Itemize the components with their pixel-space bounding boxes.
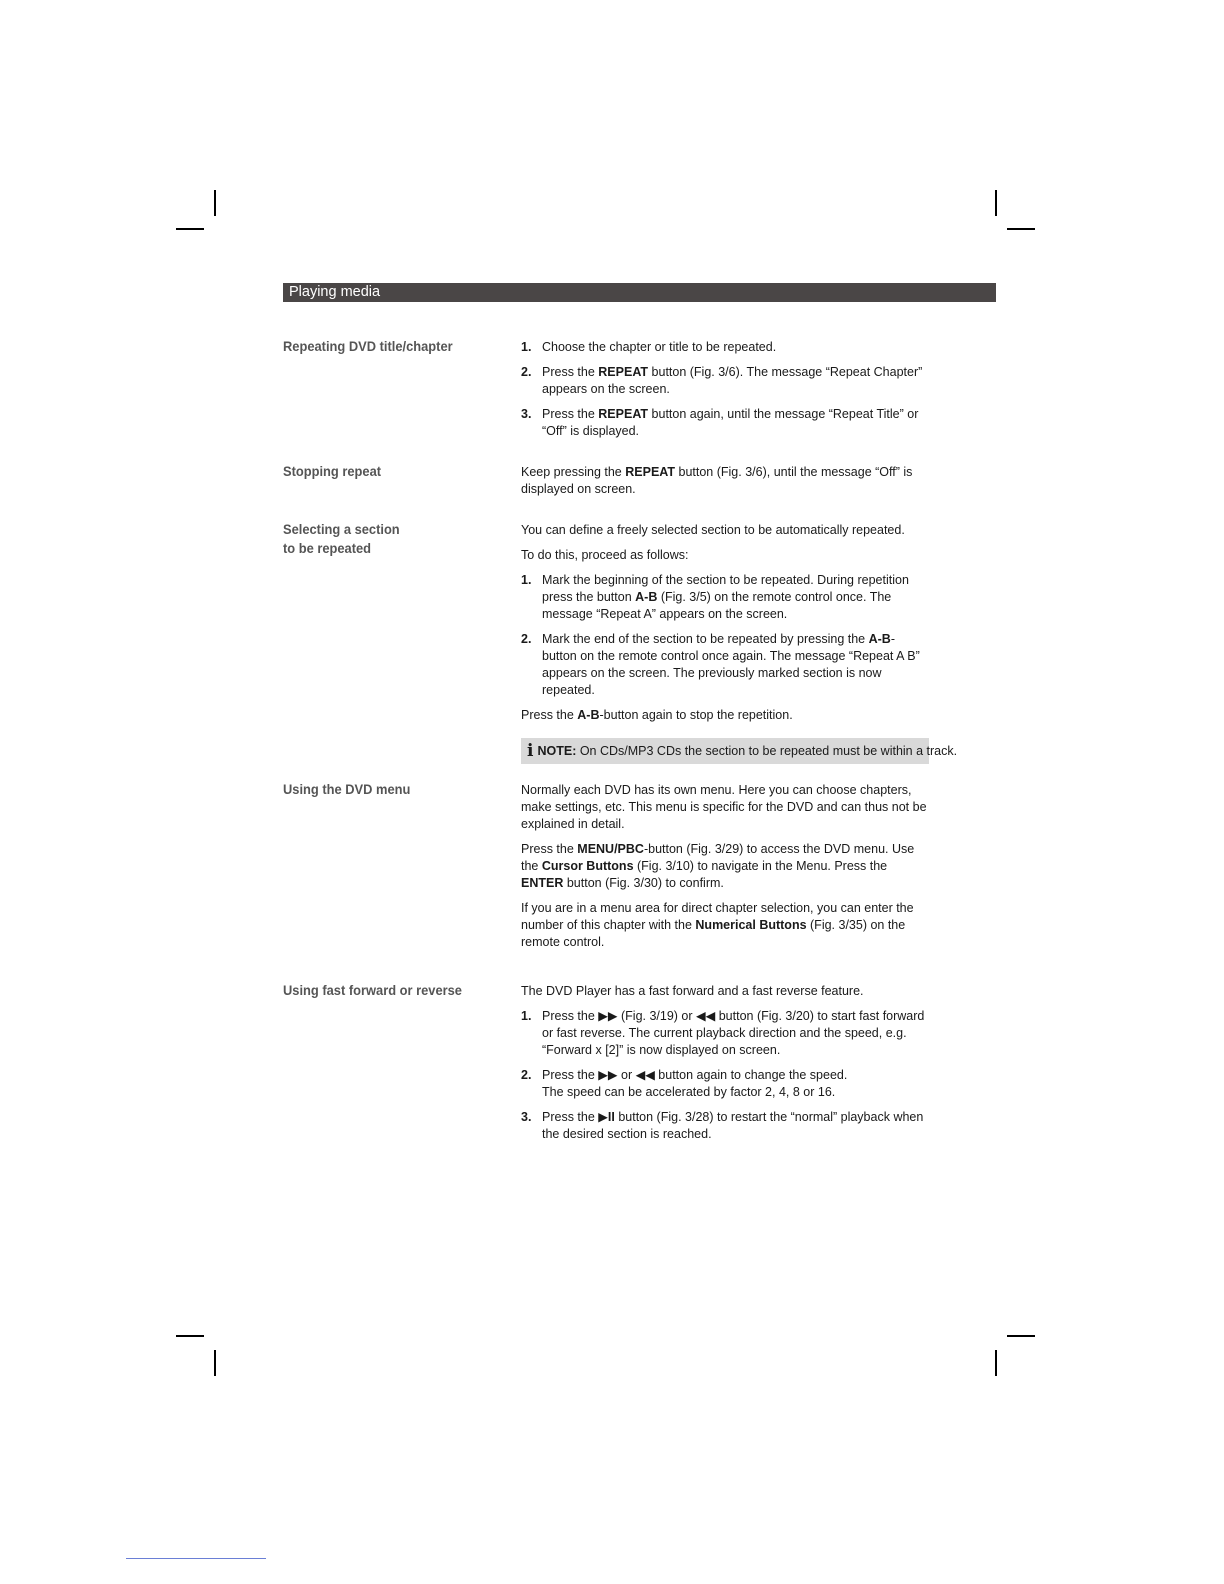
crop-mark-top-right-vertical — [995, 190, 997, 216]
step-text: button again, until the message “Repeat Title” or “Off” is displayed. — [542, 407, 919, 438]
section-title-line: Selecting a section — [283, 521, 400, 537]
crop-mark-bottom-right-vertical — [995, 1350, 997, 1376]
text: Press the — [521, 842, 578, 856]
step-text: button (Fig. 3/6). The message “Repeat Chapter” appears on the screen. — [542, 365, 923, 396]
step-number: 1. — [521, 573, 532, 587]
step-text: (Fig. 3/5) on the remote control once. The message “Repeat A” appears on the screen. — [542, 590, 892, 621]
fast-reverse-icon: ◀◀ — [696, 1009, 716, 1023]
step-text: button again to change the speed. — [654, 1068, 848, 1082]
crop-mark-top-right-horizontal — [1007, 228, 1035, 230]
play-pause-icon: ▶II — [598, 1110, 615, 1124]
step-text: Mark the end of the section to be repeated by pressing the — [542, 632, 869, 646]
page-header-bar — [283, 283, 996, 302]
bottom-underline-decoration — [126, 1558, 266, 1559]
text: button (Fig. 3/6), until the message “Off” is displayed on screen. — [521, 465, 913, 496]
paragraph — [521, 900, 929, 951]
paragraph: You can define a freely selected section to be automatically repeated. — [521, 523, 905, 537]
step-text: Press the — [542, 1110, 599, 1124]
step-item — [521, 1008, 929, 1059]
button-name: A-B — [577, 708, 600, 722]
section-body — [521, 522, 958, 764]
step-text: button (Fig. 3/20) to start fast forward or fast reverse. The current playback direction and the speed, e.g. “Forward x [2]” is now displayed on screen. — [542, 1009, 925, 1057]
fast-reverse-icon: ◀◀ — [635, 1068, 655, 1082]
step-number: 2. — [521, 365, 532, 379]
crop-mark-top-left-vertical — [214, 190, 216, 216]
step-text: Press the — [542, 407, 599, 421]
crop-mark-bottom-right-horizontal — [1007, 1335, 1035, 1337]
section-title: Using the DVD menu — [283, 781, 411, 797]
step-text: Press the — [542, 1068, 599, 1082]
step-item — [521, 364, 929, 398]
text: If you are in a menu area for direct chapter selection, you can enter the number of this chapter with the — [521, 901, 914, 932]
note-box — [521, 738, 958, 764]
paragraph — [521, 707, 929, 724]
section-title: Repeating DVD title/chapter — [283, 338, 453, 354]
button-name: A-B — [868, 632, 891, 646]
button-name: MENU/PBC — [577, 842, 644, 856]
step-item — [521, 406, 929, 440]
paragraph: The DVD Player has a fast forward and a fast reverse feature. — [521, 984, 864, 998]
button-name: REPEAT — [598, 407, 649, 421]
note-label: NOTE: — [537, 744, 577, 758]
fast-forward-icon: ▶▶ — [598, 1009, 618, 1023]
button-name: REPEAT — [625, 465, 676, 479]
step-text: The speed can be accelerated by factor 2, 4, 8 or 16. — [542, 1085, 836, 1099]
step-text: Choose the chapter or title to be repeated. — [542, 340, 777, 354]
section-body — [521, 782, 929, 959]
section-body — [521, 464, 929, 506]
page-title: Playing media — [289, 284, 381, 300]
step-text: button (Fig. 3/28) to restart the “normal” playback when the desired section is reached. — [542, 1110, 924, 1141]
text: (Fig. 3/35) on the remote control. — [521, 918, 906, 949]
button-name: A-B — [635, 590, 658, 604]
step-item — [521, 572, 929, 623]
step-item — [521, 339, 929, 356]
step-text: Mark the beginning of the section to be repeated. During repetition press the button — [542, 573, 909, 604]
paragraph: Normally each DVD has its own menu. Here you can choose chapters, make settings, etc. This menu is specific for the DVD and can thus not be explained in detail. — [521, 783, 927, 831]
fast-forward-icon: ▶▶ — [598, 1068, 618, 1082]
section-body — [521, 983, 929, 1151]
step-item — [521, 1067, 929, 1101]
text: Keep pressing the — [521, 465, 626, 479]
step-text: or — [617, 1068, 636, 1082]
button-name: Numerical Buttons — [695, 918, 807, 932]
step-text: -button on the remote control once again. The message “Repeat A B” appears on the screen. The previously marked section is now repeated. — [542, 632, 920, 697]
step-number: 2. — [521, 632, 532, 646]
step-item — [521, 631, 929, 699]
text: -button again to stop the repetition. — [599, 708, 793, 722]
section-body — [521, 339, 929, 448]
step-item — [521, 1109, 929, 1143]
text: (Fig. 3/10) to navigate in the Menu. Press the — [633, 859, 888, 873]
text: button (Fig. 3/30) to confirm. — [563, 876, 724, 890]
step-number: 2. — [521, 1068, 532, 1082]
section-title — [283, 520, 485, 558]
step-number: 1. — [521, 340, 532, 354]
crop-mark-bottom-left-vertical — [214, 1350, 216, 1376]
section-title: Stopping repeat — [283, 463, 382, 479]
paragraph — [521, 464, 929, 498]
text: -button (Fig. 3/29) to access the DVD menu. Use the — [521, 842, 915, 873]
info-icon: i — [527, 741, 534, 761]
crop-mark-bottom-left-horizontal — [176, 1335, 204, 1337]
button-name: Cursor Buttons — [541, 859, 634, 873]
step-text: (Fig. 3/19) or — [617, 1009, 697, 1023]
step-text: Press the — [542, 365, 599, 379]
section-title: Using fast forward or reverse — [283, 982, 462, 998]
paragraph — [521, 841, 929, 892]
button-name: ENTER — [521, 876, 564, 890]
step-number: 3. — [521, 407, 532, 421]
paragraph: To do this, proceed as follows: — [521, 548, 689, 562]
step-number: 3. — [521, 1110, 532, 1124]
note-text: On CDs/MP3 CDs the section to be repeated must be within a track. — [576, 744, 958, 758]
button-name: REPEAT — [598, 365, 649, 379]
text: Press the — [521, 708, 578, 722]
step-number: 1. — [521, 1009, 532, 1023]
crop-mark-top-left-horizontal — [176, 228, 204, 230]
section-title-line: to be repeated — [283, 540, 372, 556]
step-text: Press the — [542, 1009, 599, 1023]
